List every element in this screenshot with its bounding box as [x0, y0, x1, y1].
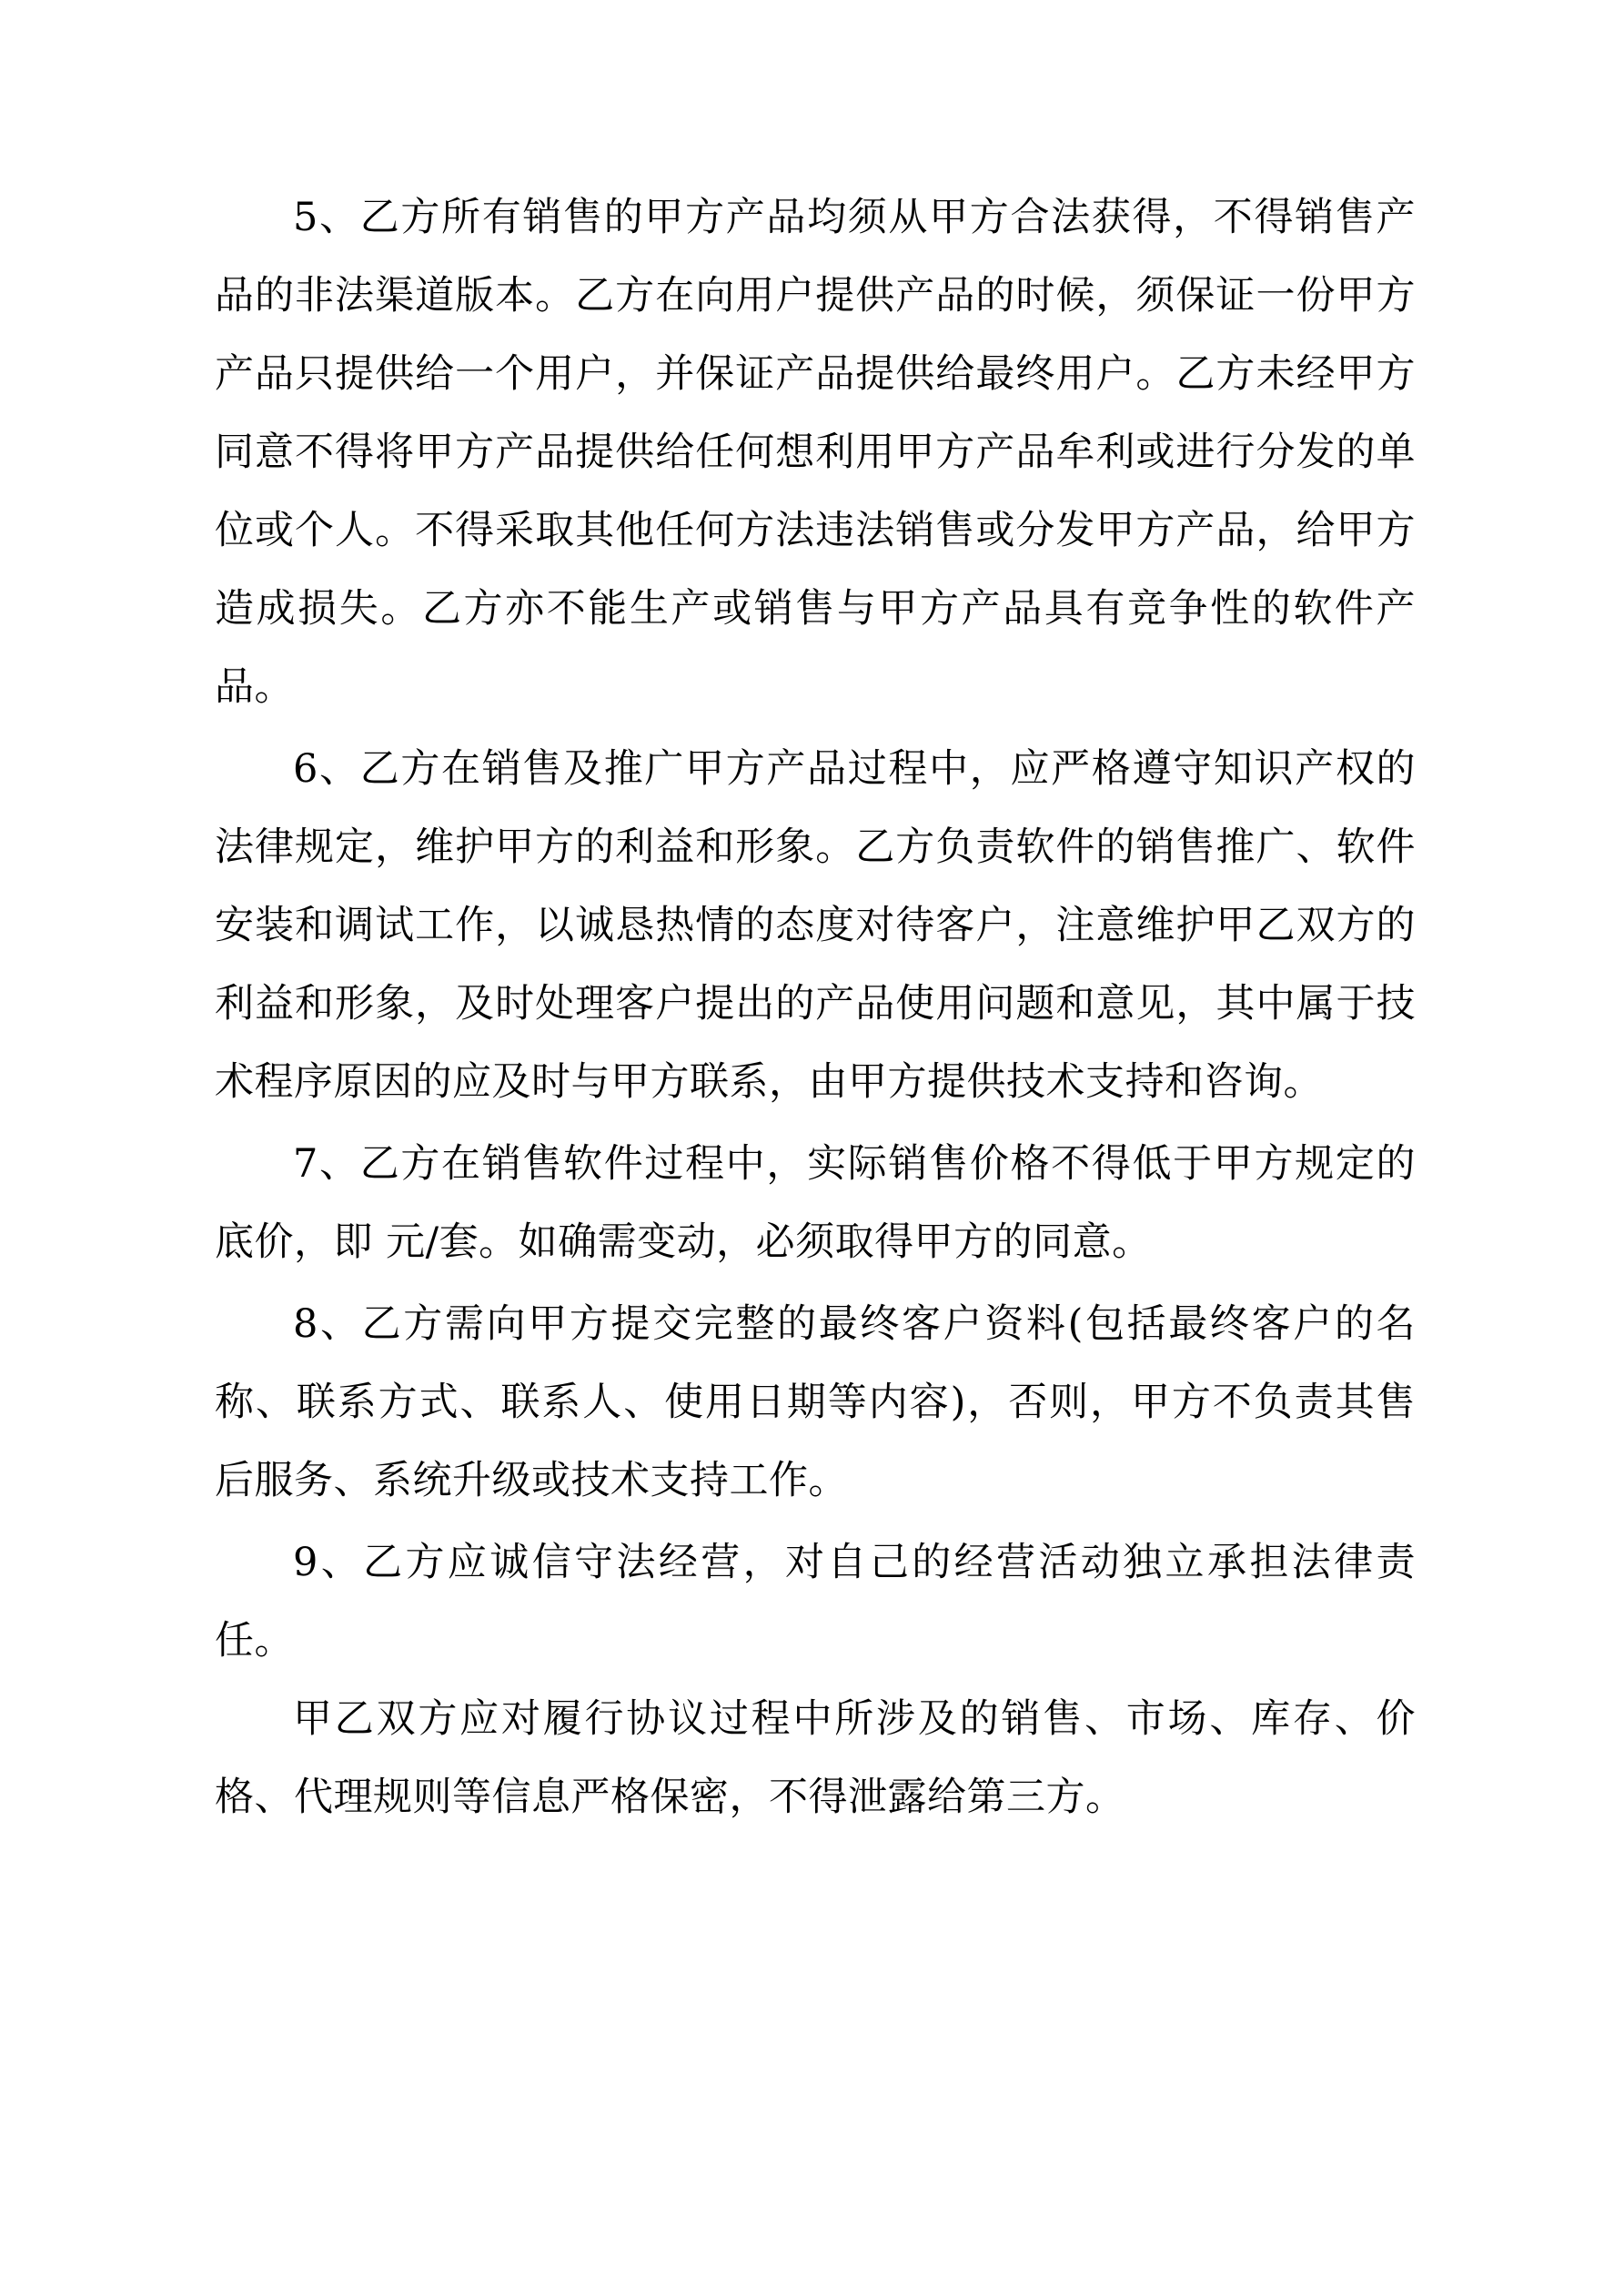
paragraph-confidentiality: 甲乙双方应对履行协议过程中所涉及的销售、市场、库存、价格、代理规则等信息严格保密，不得泄露给第三方。: [215, 1696, 1416, 1820]
paragraph-clause-5: 5、乙方所有销售的甲方产品均须从甲方合法获得，不得销售产品的非法渠道版本。乙方在向用户提供产品的时候，须保证一份甲方产品只提供给一个用户，并保证产品提供给最终用户。乙方未经甲方同意不得将甲方产品提供给任何想利用甲方产品牟利或进行分发的单位或个人。不得采取其他任何方法违法销售或分发甲方产品，给甲方造成损失。乙方亦不能生产或销售与甲方产品具有竞争性的软件产品。: [215, 195, 1416, 710]
paragraph-clause-6: 6、乙方在销售及推广甲方产品过程中，应严格遵守知识产权的法律规定，维护甲方的利益和形象。乙方负责软件的销售推广、软件安装和调试工作，以诚恳热情的态度对待客户，注意维护甲乙双方的利益和形象，及时处理客户提出的产品使用问题和意见，其中属于技术程序原因的应及时与甲方联系，由甲方提供技术支持和咨询。: [215, 746, 1416, 1105]
document-body: [215, 178, 1416, 1840]
paragraph-clause-7: 7、乙方在销售软件过程中，实际销售价格不得低于甲方规定的底价，即 元/套。如确需变动，必须取得甲方的同意。: [215, 1141, 1416, 1265]
paragraph-clause-8: 8、乙方需向甲方提交完整的最终客户资料(包括最终客户的名称、联系方式、联系人、使用日期等内容)，否则，甲方不负责其售后服务、系统升级或技术支持工作。: [215, 1301, 1416, 1503]
paragraph-clause-9: 9、乙方应诚信守法经营，对自己的经营活动独立承担法律责任。: [215, 1540, 1416, 1664]
